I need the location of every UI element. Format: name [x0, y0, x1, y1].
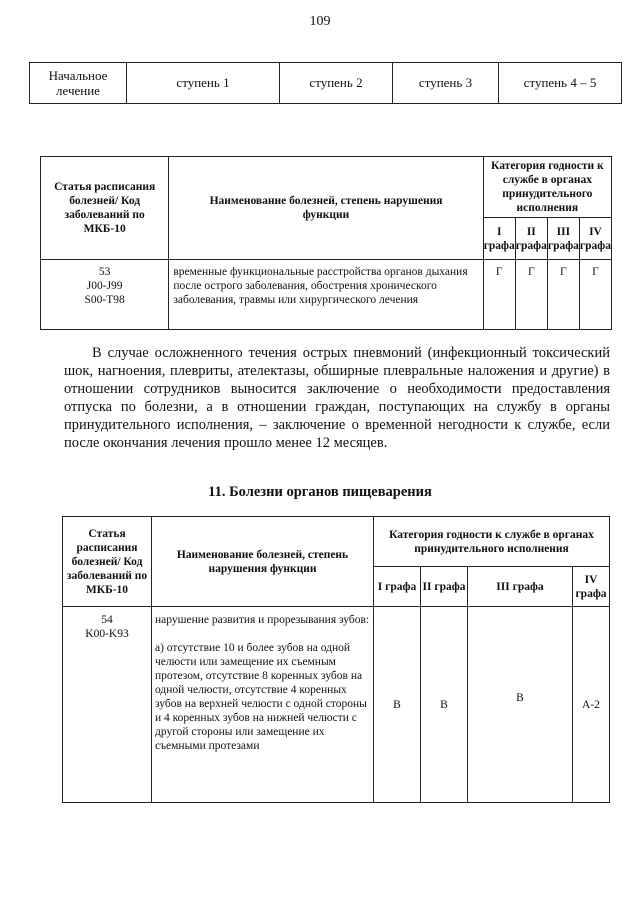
graph-4-value: Г	[579, 260, 611, 330]
stage-cell-1: ступень 1	[127, 63, 280, 104]
table-row	[41, 260, 612, 330]
fitness-table-digestive	[62, 516, 610, 803]
fitness-table-respiratory	[40, 156, 612, 330]
disease-code: K00-K93	[85, 628, 129, 640]
graph-2-value: В	[421, 607, 468, 803]
graph-3-value: В	[468, 607, 573, 803]
header-disease-name: Наименование болезней, степень нарушения функции	[152, 517, 374, 607]
page-number: 109	[309, 14, 331, 29]
disease-description: временные функциональные расстройства органов дыхания после острого заболевания, обострения хронического заболевания, травмы или хирургического лечения	[169, 260, 483, 330]
header-graph-2: II графа	[421, 567, 468, 607]
graph-1-value: Г	[483, 260, 515, 330]
header-fitness-category: Категория годности к службе в органах принудительного исполнения	[483, 157, 611, 218]
article-number: 53	[98, 266, 111, 278]
article-code-cell	[63, 607, 152, 803]
header-disease-name: Наименование болезней, степень нарушения функции	[169, 157, 483, 260]
section-title: 11. Болезни органов пищеварения	[208, 484, 432, 500]
graph-2-value: Г	[515, 260, 547, 330]
pneumonia-note-text: В случае осложненного течения острых пневмоний (инфекционный токсический шок, нагноения, плевриты, ателектазы, обширные плевральные наложения и другие) в отношении сотрудников выносится заключение о необходимости предоставления отпуска по болезни, а в отношении граждан, поступающих на службу в органы принудительного исполнения, – заключение о временной негодности к службе, если после окончания лечения прошло менее 12 месяцев.	[64, 345, 610, 451]
stage-cell-initial: Начальное лечение	[30, 63, 127, 104]
disease-intro: нарушение развития и прорезывания зубов:	[155, 614, 370, 626]
stage-cell-4-5: ступень 4 – 5	[499, 63, 622, 104]
disease-code: J00-J99	[86, 280, 123, 292]
header-graph-3: III графа	[547, 218, 579, 260]
header-graph-3: III графа	[468, 567, 573, 607]
header-graph-2: II графа	[515, 218, 547, 260]
header-article-code: Статья расписания болезней/ Код заболеваний по МКБ-10	[63, 517, 152, 607]
spacer	[155, 627, 370, 641]
stage-cell-2: ступень 2	[280, 63, 393, 104]
pneumonia-note	[64, 344, 610, 452]
disease-code: S00-T98	[84, 294, 125, 306]
treatment-stages-table	[29, 62, 622, 104]
header-graph-1: I графа	[483, 218, 515, 260]
header-article-code: Статья расписания болезней/ Код заболеваний по МКБ-10	[41, 157, 169, 260]
disease-item-a: а) отсутствие 10 и более зубов на одной челюсти или замещение их съемным протезом, отсутствие 8 коренных зубов на одной челюсти, отсутствие 4 коренных зубов на верхней челюсти с одной стороны и 4 коренных зубов на нижней челюсти с другой стороны или замещение их съемными протезами	[155, 642, 367, 752]
graph-3-value: Г	[547, 260, 579, 330]
header-graph-4: IV графа	[573, 567, 610, 607]
table-row	[63, 607, 610, 803]
header-graph-1: I графа	[374, 567, 421, 607]
article-code-cell	[41, 260, 169, 330]
stage-cell-3: ступень 3	[393, 63, 499, 104]
header-graph-4: IV графа	[579, 218, 611, 260]
graph-4-value: А-2	[573, 607, 610, 803]
graph-1-value: В	[374, 607, 421, 803]
header-fitness-category: Категория годности к службе в органах принудительного исполнения	[374, 517, 610, 567]
disease-description	[152, 607, 374, 803]
article-number: 54	[101, 614, 113, 626]
